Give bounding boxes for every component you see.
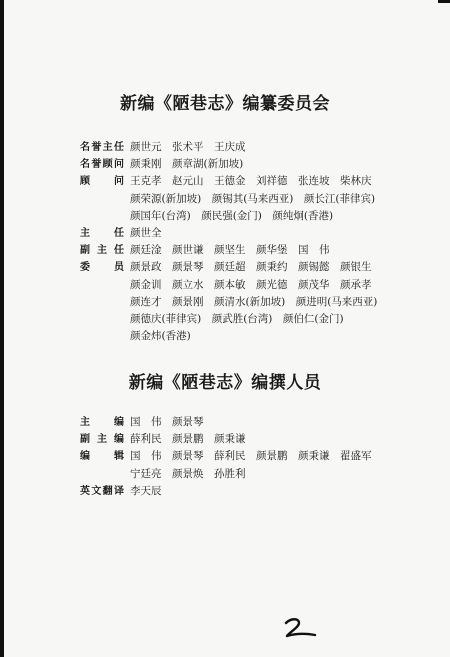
role-label-spacer xyxy=(80,277,124,294)
committee-row xyxy=(80,208,420,225)
member-names: 颜世全 xyxy=(130,227,162,240)
role-label: 主 编 xyxy=(80,417,124,428)
writers-row xyxy=(80,431,420,448)
writers-title: 新编《陋巷志》编撰人员 xyxy=(128,373,322,393)
role-label: 委 员 xyxy=(80,262,124,274)
role-label: 副 主 编 xyxy=(80,434,124,446)
committee-row xyxy=(80,156,420,173)
writers-row xyxy=(80,483,420,500)
writers-row xyxy=(80,466,420,483)
committee-row xyxy=(80,259,420,276)
committee-row xyxy=(80,242,420,259)
role-label-spacer xyxy=(80,466,124,483)
member-names: 李天辰 xyxy=(130,484,162,497)
role-label-spacer xyxy=(80,208,124,225)
committee-row xyxy=(80,173,420,190)
role-label-spacer xyxy=(80,191,124,208)
role-label-spacer xyxy=(80,294,124,311)
role-label: 副 主 任 xyxy=(80,245,124,257)
role-label-spacer xyxy=(80,328,124,345)
member-names: 颜金炜(香港) xyxy=(130,330,191,343)
committee-list xyxy=(80,139,420,345)
committee-row xyxy=(80,328,420,345)
committee-row xyxy=(80,191,420,208)
writers-list xyxy=(80,414,420,500)
member-names: 颜金训 颜立水 颜本敏 颜光德 颜茂华 颜承孝 xyxy=(130,278,372,291)
role-label-spacer xyxy=(80,311,124,328)
role-label: 名誉顾问 xyxy=(80,159,124,171)
role-label: 主 任 xyxy=(80,228,124,240)
role-label: 名誉主任 xyxy=(80,142,124,153)
member-names: 颜世元 张术平 王庆成 xyxy=(130,141,246,153)
committee-row xyxy=(80,294,420,311)
member-names: 颜荣源(新加坡) 颜锡其(马来西亚) 颜长江(菲律宾) xyxy=(130,192,376,205)
committee-title: 新编《陋巷志》编纂委员会 xyxy=(120,94,330,114)
role-label: 英文翻译 xyxy=(80,485,124,497)
committee-row xyxy=(80,311,420,328)
handwritten-page-number xyxy=(282,617,318,643)
member-names: 王克孝 赵元山 王德金 刘祥德 张连坡 柴林庆 xyxy=(130,175,372,188)
committee-row xyxy=(80,139,420,156)
writers-row xyxy=(80,414,420,431)
member-names: 国 伟 颜景琴 xyxy=(130,416,204,428)
member-names: 颜廷淦 颜世谦 颜坚生 颜华堡 国 伟 xyxy=(130,244,330,257)
member-names: 颜秉刚 颜章湖(新加坡) xyxy=(130,158,244,171)
role-label: 编 辑 xyxy=(80,451,124,463)
member-names: 国 伟 颜景琴 薛利民 颜景鹏 颜秉谦 翟盛军 xyxy=(130,450,372,463)
role-label: 顾 问 xyxy=(80,176,124,188)
committee-row xyxy=(80,277,420,294)
committee-row xyxy=(80,225,420,242)
member-names: 颜国年(台湾) 颜民强(金门) 颜纯炯(香港) xyxy=(130,209,334,222)
member-names: 颜连才 颜景刚 颜清水(新加坡) 颜进明(马来西亚) xyxy=(130,295,378,308)
member-names: 颜德庆(菲律宾) 颜武胜(台湾) 颜伯仁(金门) xyxy=(130,313,344,326)
member-names: 薛利民 颜景鹏 颜秉谦 xyxy=(130,433,246,446)
scan-edge-top-right xyxy=(438,0,450,3)
member-names: 宁廷亮 颜景焕 孙胜利 xyxy=(130,467,246,480)
member-names: 颜景政 颜景琴 颜廷超 颜秉约 颜锡懿 颜银生 xyxy=(130,261,372,274)
writers-row xyxy=(80,448,420,465)
